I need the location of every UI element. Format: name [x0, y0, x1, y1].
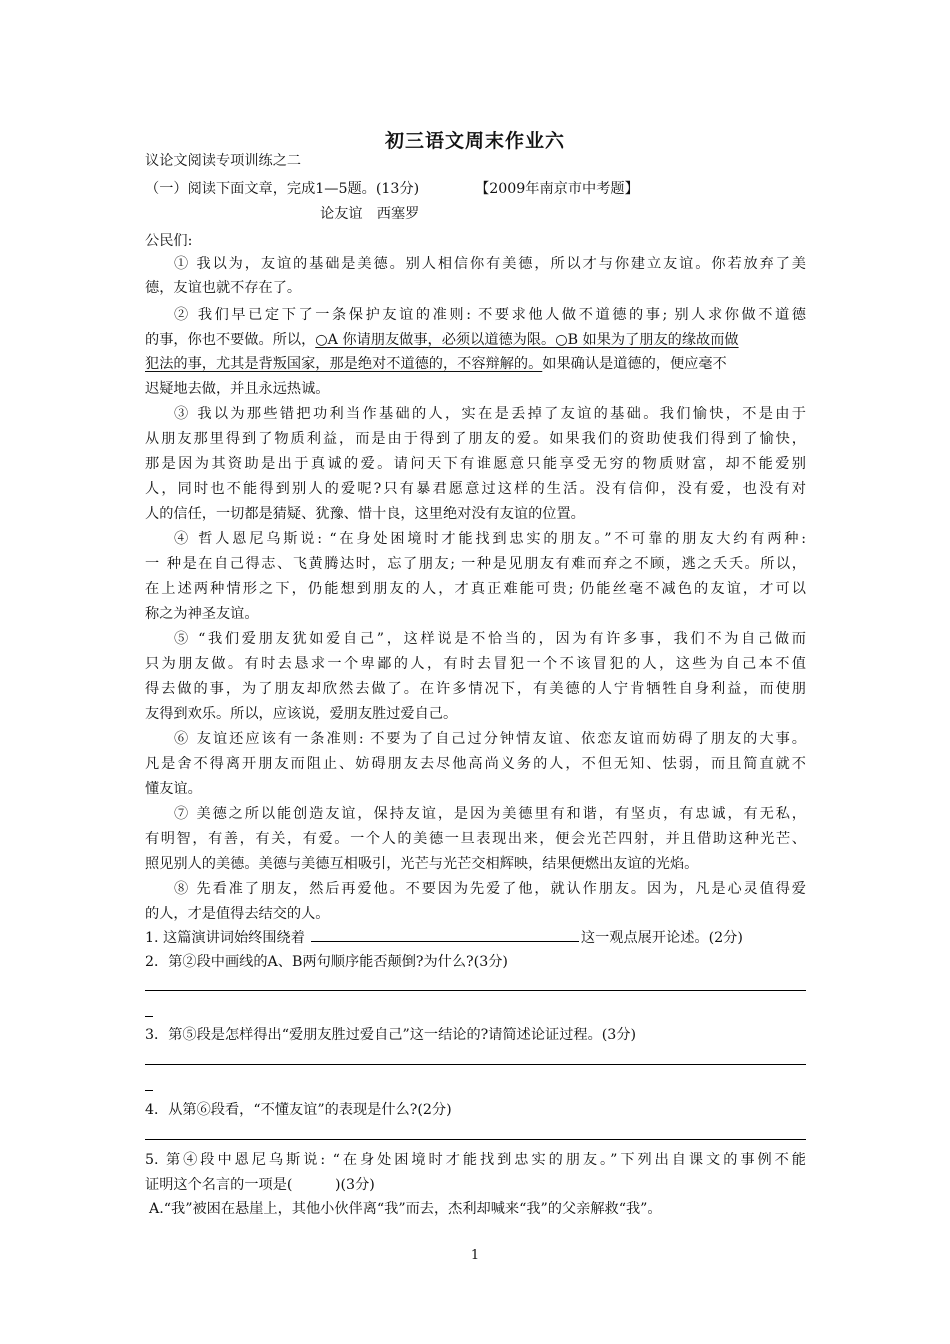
paragraph-2-line — [145, 329, 739, 349]
question-1-text: 1. 这篇演讲词始终围绕着 — [145, 930, 305, 946]
page-number: 1 — [470, 1248, 480, 1263]
question-3: 3．第⑤段是怎样得出“爱朋友胜过爱自己”这一结论的?请简述论证过程。(3分) — [145, 1027, 637, 1043]
paragraph-2-text: 的事，你也不要做。所以， — [145, 332, 316, 348]
paragraph-3-line: ③ 我以为那些错把功利当作基础的人，实在是丢掉了友谊的基础。我们愉快，不是由于 — [174, 406, 806, 422]
paragraph-5-line: 友得到欢乐。所以，应该说，爱朋友胜过爱自己。 — [145, 706, 458, 722]
page-title: 初三语文周末作业六 — [384, 130, 565, 152]
question-1-answer-blank[interactable] — [311, 927, 579, 942]
paragraph-5-line: 只为朋友做。有时去恳求一个卑鄙的人，有时去冒犯一个不该冒犯的人，这些为自己本不值 — [145, 656, 806, 672]
underlined-sentence-b: 犯法的事，尤其是背叛国家，那是绝对不道德的，不容辩解的。 — [145, 356, 543, 372]
paragraph-7-line: 有明智，有善，有关，有爱。一个人的美德一旦表现出来，便会光芒四射，并且借助这种光芒、 — [145, 831, 806, 847]
article-title: 论友谊 西塞罗 — [320, 206, 420, 222]
paragraph-7-line: 照见别人的美德。美德与美德互相吸引，光芒与光芒交相辉映，结果便燃出友谊的光焰。 — [145, 856, 699, 872]
paragraph-1-line: ① 我以为，友谊的基础是美德。别人相信你有美德，所以才与你建立友谊。你若放弃了美 — [174, 256, 806, 272]
answer-line[interactable] — [145, 1139, 806, 1140]
question-2: 2．第②段中画线的A、B两句顺序能否颠倒?为什么?(3分) — [145, 954, 508, 970]
paragraph-6-line: 凡是舍不得离开朋友而阻止、妨碍朋友去尽他高尚义务的人，不但无知、怯弱，而且简直就不 — [145, 756, 806, 772]
paragraph-2-line: 迟疑地去做，并且永远热诚。 — [145, 381, 330, 397]
paragraph-3-line: 从朋友那里得到了物质利益，而是由于得到了朋友的爱。如果我们的资助使我们得到了愉快， — [145, 431, 806, 447]
subtitle: 议论文阅读专项训练之二 — [145, 153, 302, 169]
paragraph-4-line: ④ 哲人恩尼乌斯说: “在身处困境时才能找到忠实的朋友。”不可靠的朋友大约有两种: — [174, 531, 806, 547]
answer-line-stub — [145, 1016, 153, 1017]
paragraph-4-line: 称之为神圣友谊。 — [145, 606, 259, 622]
question-5-line: 证明这个名言的一项是( )(3分) — [145, 1177, 375, 1193]
paragraph-8-line: 的人，才是值得去结交的人。 — [145, 906, 330, 922]
question-1 — [145, 927, 743, 947]
paragraph-6-line: ⑥ 友谊还应该有一条准则: 不要为了自己过分钟情友谊、依恋友谊而妨碍了朋友的大事。 — [174, 731, 806, 747]
paragraph-5-line: 得去做的事，为了朋友却欣然去做了。在许多情况下，有美德的人宁肯牺牲自身利益，而使朋 — [145, 681, 806, 697]
paragraph-4-line: 一 种是在自己得志、飞黄腾达时，忘了朋友; 一种是见朋友有难而弃之不顾，逃之夭夭。所以， — [145, 556, 806, 572]
answer-line-stub — [145, 1090, 153, 1091]
paragraph-2-line — [145, 353, 727, 373]
paragraph-5-line: ⑤ “我们爱朋友犹如爱自己”，这样说是不恰当的，因为有许多事，我们不为自己做而 — [174, 631, 806, 647]
question-4: 4．从第⑥段看，“不懂友谊”的表现是什么?(2分) — [145, 1102, 452, 1118]
underlined-sentence-a: ○A 你请朋友做事，必须以道德为限。○B 如果为了朋友的缘故而做 — [315, 332, 739, 348]
section-intro: （一）阅读下面文章，完成1—5题。(13分) — [145, 181, 420, 197]
salutation: 公民们: — [145, 233, 193, 249]
paragraph-1-line: 德，友谊也就不存在了。 — [145, 280, 302, 296]
paragraph-3-line: 那是因为其资助是出于真诚的爱。请问天下有谁愿意只能享受无穷的物质财富，却不能爱别 — [145, 456, 806, 472]
answer-line[interactable] — [145, 990, 806, 991]
answer-line[interactable] — [145, 1064, 806, 1065]
paragraph-7-line: ⑦ 美德之所以能创造友谊，保持友谊，是因为美德里有和谐，有坚贞，有忠诚，有无私， — [174, 806, 806, 822]
question-1-text-end: 这一观点展开论述。(2分) — [580, 930, 743, 946]
paragraph-3-line: 人的信任，一切都是猜疑、犹豫、惜十良，这里绝对没有友谊的位置。 — [145, 506, 585, 522]
paragraph-3-line: 人，同时也不能得到别人的爱呢?只有暴君愿意过这样的生活。没有信仰，没有爱，也没有对 — [145, 481, 806, 497]
paragraph-2-text: 如果确认是道德的，便应毫不 — [542, 356, 727, 372]
paragraph-8-line: ⑧ 先看准了朋友，然后再爱他。不要因为先爱了他，就认作朋友。因为，凡是心灵值得爱 — [174, 881, 806, 897]
paragraph-2-line: ② 我们早已定下了一条保护友谊的准则: 不要求他人做不道德的事; 别人求你做不道德 — [174, 307, 806, 323]
paragraph-4-line: 在上述两种情形之下，仍能想到朋友的人，才真正难能可贵; 仍能丝毫不减色的友谊，才可以 — [145, 581, 806, 597]
question-5-line: 5. 第④段中恩尼乌斯说: “在身处困境时才能找到忠实的朋友。”下列出自课文的事例不能 — [145, 1152, 806, 1168]
question-5-option-a: A.“我”被困在悬崖上，其他小伙伴离“我”而去，杰利却喊来“我”的父亲解救“我”。 — [149, 1201, 662, 1217]
paragraph-6-line: 懂友谊。 — [145, 781, 202, 797]
source-tag: 【2009年南京市中考题】 — [475, 181, 639, 197]
